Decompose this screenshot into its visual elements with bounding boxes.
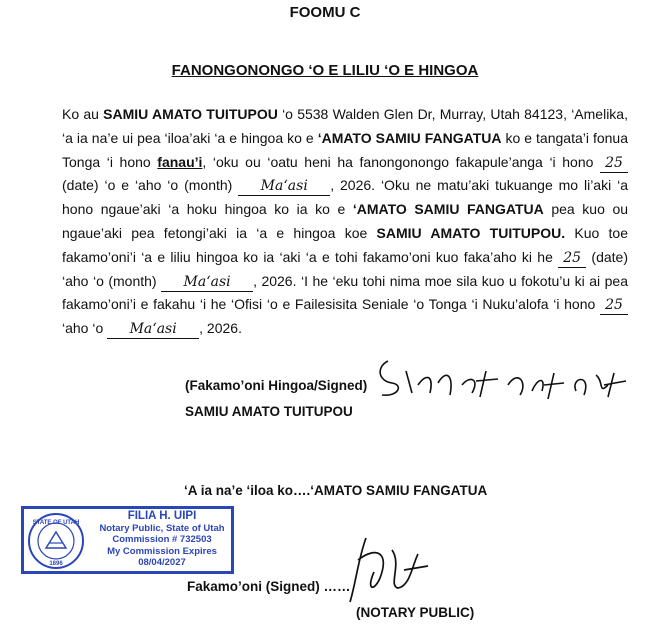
handwritten-day: 25 (558, 250, 586, 268)
signature-label: (Fakamo’oni Hingoa/Signed) (185, 378, 368, 393)
stamp-text (92, 511, 232, 569)
body-text: Ko au (62, 106, 104, 122)
body-text: , 2026. ‘I he ‘eku tohi nima moe sila kuo u fokotu’u ki ai pea fakamo’oni’i e fakahu ‘i he ‘Ofisi ‘o e Failesisita Seniale ‘o Tonga ‘i Nuku’alofa ‘i hono (62, 272, 628, 313)
notary-signed-label: Fakamo’oni (Signed) …… (187, 579, 351, 594)
body-text: ‘o 5538 Walden Glen Dr, Murray, Utah 84123, ‘Amelika, ‘a ia na’e ui pea ‘iloa’aki ‘a e hingoa ko e (62, 106, 628, 146)
seal-year: 1896 (49, 561, 63, 567)
body-text: pea kuo ou ngaue’aki pea fetongi’aki ia ‘a e hingoa koe (62, 201, 629, 241)
body-text: (date) ‘o e ‘aho ‘o (month) (62, 177, 239, 194)
handwritten-month: Maʻasi (161, 274, 253, 292)
notary-name: FILIA H. UIPI (127, 510, 197, 522)
handwritten-month: Maʻasi (107, 321, 199, 339)
form-title: FOOMU C (289, 4, 361, 21)
stamp-line: 08/04/2027 (138, 557, 186, 568)
new-name: SAMIU AMATO TUITUPOU. (376, 224, 566, 241)
declaration-paragraph (62, 103, 628, 341)
handwritten-signature (368, 355, 638, 405)
body-text: , 2026. (199, 320, 242, 337)
handwritten-day: 25 (600, 155, 628, 173)
body-text: Kuo toe fakamo’oni’i ‘a e liliu hingoa ko ia ‘aki ‘a e tohi fakamo’oni kuo faka’aho ki he (62, 224, 629, 265)
notary-title: (NOTARY PUBLIC) (356, 605, 475, 620)
stamp-line: Notary Public, State of Utah (99, 522, 225, 534)
signer-name: SAMIU AMATO TUITUPOU (185, 404, 353, 419)
body-text: ko e tangata’i fonua Tonga ‘i hono (62, 129, 628, 170)
notary-stamp (21, 506, 234, 574)
former-name: ‘AMATO SAMIU FANGATUA (317, 129, 502, 146)
body-text: , 2026. ‘Oku ne matu’aki tukuange mo li’aki ‘a hono ngaue’aki ‘a hoku hingoa ko ia ko e (62, 177, 628, 218)
handwritten-day: 25 (600, 297, 628, 315)
former-name: ‘AMATO SAMIU FANGATUA (352, 201, 544, 218)
legal-name: SAMIU AMATO TUITUPOU (103, 106, 278, 122)
stamp-line: My Commission Expires (107, 545, 217, 557)
acknowledgement: ‘A ia na’e ‘iloa ko….‘AMATO SAMIU FANGATUA (184, 483, 488, 498)
document-title: FANONGONONGO ‘O E LILIU ‘O E HINGOA (171, 62, 479, 79)
body-text: , ‘oku ou ‘oatu heni ha fanongonongo fakapule’anga ‘i hono (202, 153, 600, 170)
seal-text: STATE OF UTAH (32, 520, 80, 526)
handwritten-month: Maʻasi (238, 178, 330, 196)
body-text: ‘aho ‘o (62, 320, 108, 337)
notary-seal-icon (27, 512, 85, 570)
stamp-line: Commission # 732503 (112, 534, 212, 545)
notary-signature (328, 530, 438, 610)
birth-word: fanau’i (157, 153, 203, 170)
body-text: (date) ‘aho ‘o (month) (62, 248, 628, 289)
